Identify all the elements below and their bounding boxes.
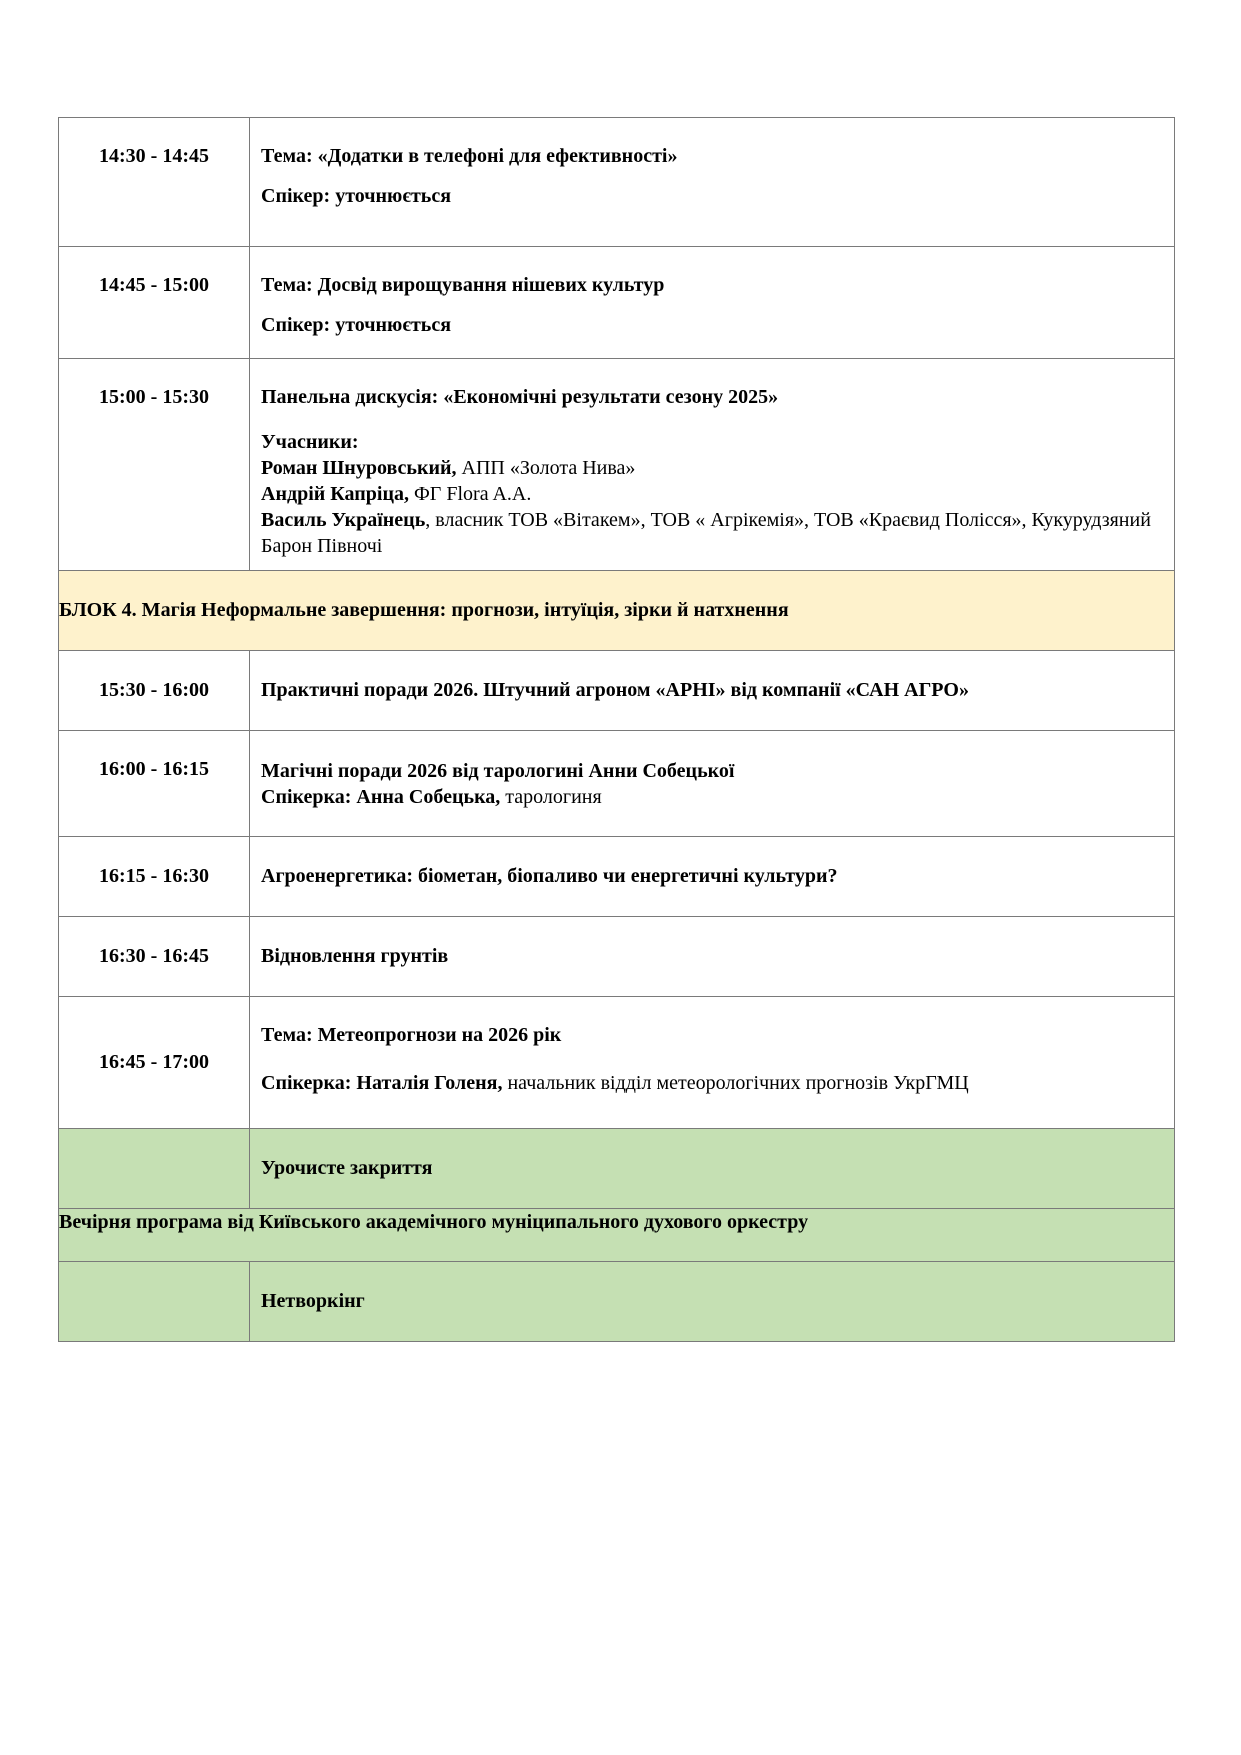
schedule-page (58, 117, 1174, 1342)
content-cell (250, 837, 1175, 917)
content-cell (250, 731, 1175, 837)
participant-name: Василь Українець (261, 509, 426, 531)
content-cell (250, 997, 1175, 1129)
time-cell (59, 247, 250, 359)
networking-row (59, 1262, 1175, 1342)
empty-cell (59, 1262, 250, 1342)
closing-row (59, 1129, 1175, 1209)
content-cell (250, 247, 1175, 359)
participant-name: Роман Шнуровський, (261, 457, 457, 479)
time-slot: 14:30 - 14:45 (99, 145, 209, 167)
time-cell (59, 118, 250, 247)
schedule-table (58, 117, 1175, 1342)
time-cell (59, 837, 250, 917)
topic-title: Тема: «Додатки в телефоні для ефективності» (261, 145, 678, 167)
time-cell (59, 359, 250, 571)
speaker-line: Спікер: уточнюється (261, 185, 452, 207)
time-slot: 16:30 - 16:45 (99, 945, 209, 967)
table-row (59, 997, 1175, 1129)
participant-name: Андрій Капріца, (261, 483, 409, 505)
speaker-role: тарологиня (500, 786, 602, 808)
participant-info: ФГ Flora A.A. (409, 483, 532, 505)
panel-title: Панельна дискусія: «Економічні результати сезону 2025» (261, 386, 779, 408)
networking-title: Нетворкінг (261, 1290, 365, 1312)
table-row (59, 837, 1175, 917)
content-cell (250, 917, 1175, 997)
content-cell (250, 118, 1175, 247)
table-row (59, 359, 1175, 571)
topic-title: Відновлення грунтів (261, 945, 449, 967)
topic-title: Практичні поради 2026. Штучний агроном «АРНІ» від компанії «САН АГРО» (261, 679, 969, 701)
participants-label: Учасники: (261, 431, 359, 453)
time-cell (59, 651, 250, 731)
time-cell (59, 731, 250, 837)
block-header: БЛОК 4. Магія Неформальне завершення: прогнози, інтуїція, зірки й натхнення (59, 571, 1175, 651)
speaker-role: начальник відділ метеорологічних прогнозів УкрГМЦ (502, 1072, 969, 1094)
time-slot: 15:00 - 15:30 (99, 386, 209, 408)
table-row (59, 247, 1175, 359)
speaker-name: Спікерка: Наталія Голеня, (261, 1072, 503, 1094)
speaker-line (261, 1047, 1162, 1095)
participant (261, 507, 1162, 559)
time-slot: 16:00 - 16:15 (99, 758, 209, 780)
participant-info: , власник ТОВ «Вітакем», ТОВ « Агрікемія», ТОВ «Краєвид Полісся», Кукурудзяний Барон Півночі (261, 509, 1151, 557)
content-cell (250, 651, 1175, 731)
content-cell (250, 1129, 1175, 1209)
time-slot: 14:45 - 15:00 (99, 274, 209, 296)
block-header-row (59, 571, 1175, 651)
content-cell (250, 359, 1175, 571)
evening-program: Вечірня програма від Київського академічного муніципального духового оркестру (59, 1209, 1175, 1262)
content-cell (250, 1262, 1175, 1342)
topic-title: Тема: Досвід вирощування нішевих культур (261, 274, 665, 296)
time-slot: 15:30 - 16:00 (99, 679, 209, 701)
time-slot: 16:15 - 16:30 (99, 865, 209, 887)
speaker-line (261, 784, 1162, 810)
topic-title: Агроенергетика: біометан, біопаливо чи енергетичні культури? (261, 865, 838, 887)
evening-program-row (59, 1209, 1175, 1262)
empty-cell (59, 1129, 250, 1209)
time-slot: 16:45 - 17:00 (99, 1051, 209, 1073)
closing-title: Урочисте закриття (261, 1157, 433, 1179)
topic-title: Магічні поради 2026 від тарологині Анни Собецької (261, 760, 735, 782)
table-row (59, 917, 1175, 997)
participant (261, 455, 1162, 481)
time-cell (59, 997, 250, 1129)
participant-info: АПП «Золота Нива» (456, 457, 636, 479)
participant (261, 481, 1162, 507)
table-row (59, 731, 1175, 837)
time-cell (59, 917, 250, 997)
table-row (59, 118, 1175, 247)
speaker-line: Спікер: уточнюється (261, 314, 452, 336)
topic-title: Тема: Метеопрогнози на 2026 рік (261, 1024, 562, 1046)
table-row (59, 651, 1175, 731)
speaker-name: Спікерка: Анна Собецька, (261, 786, 501, 808)
